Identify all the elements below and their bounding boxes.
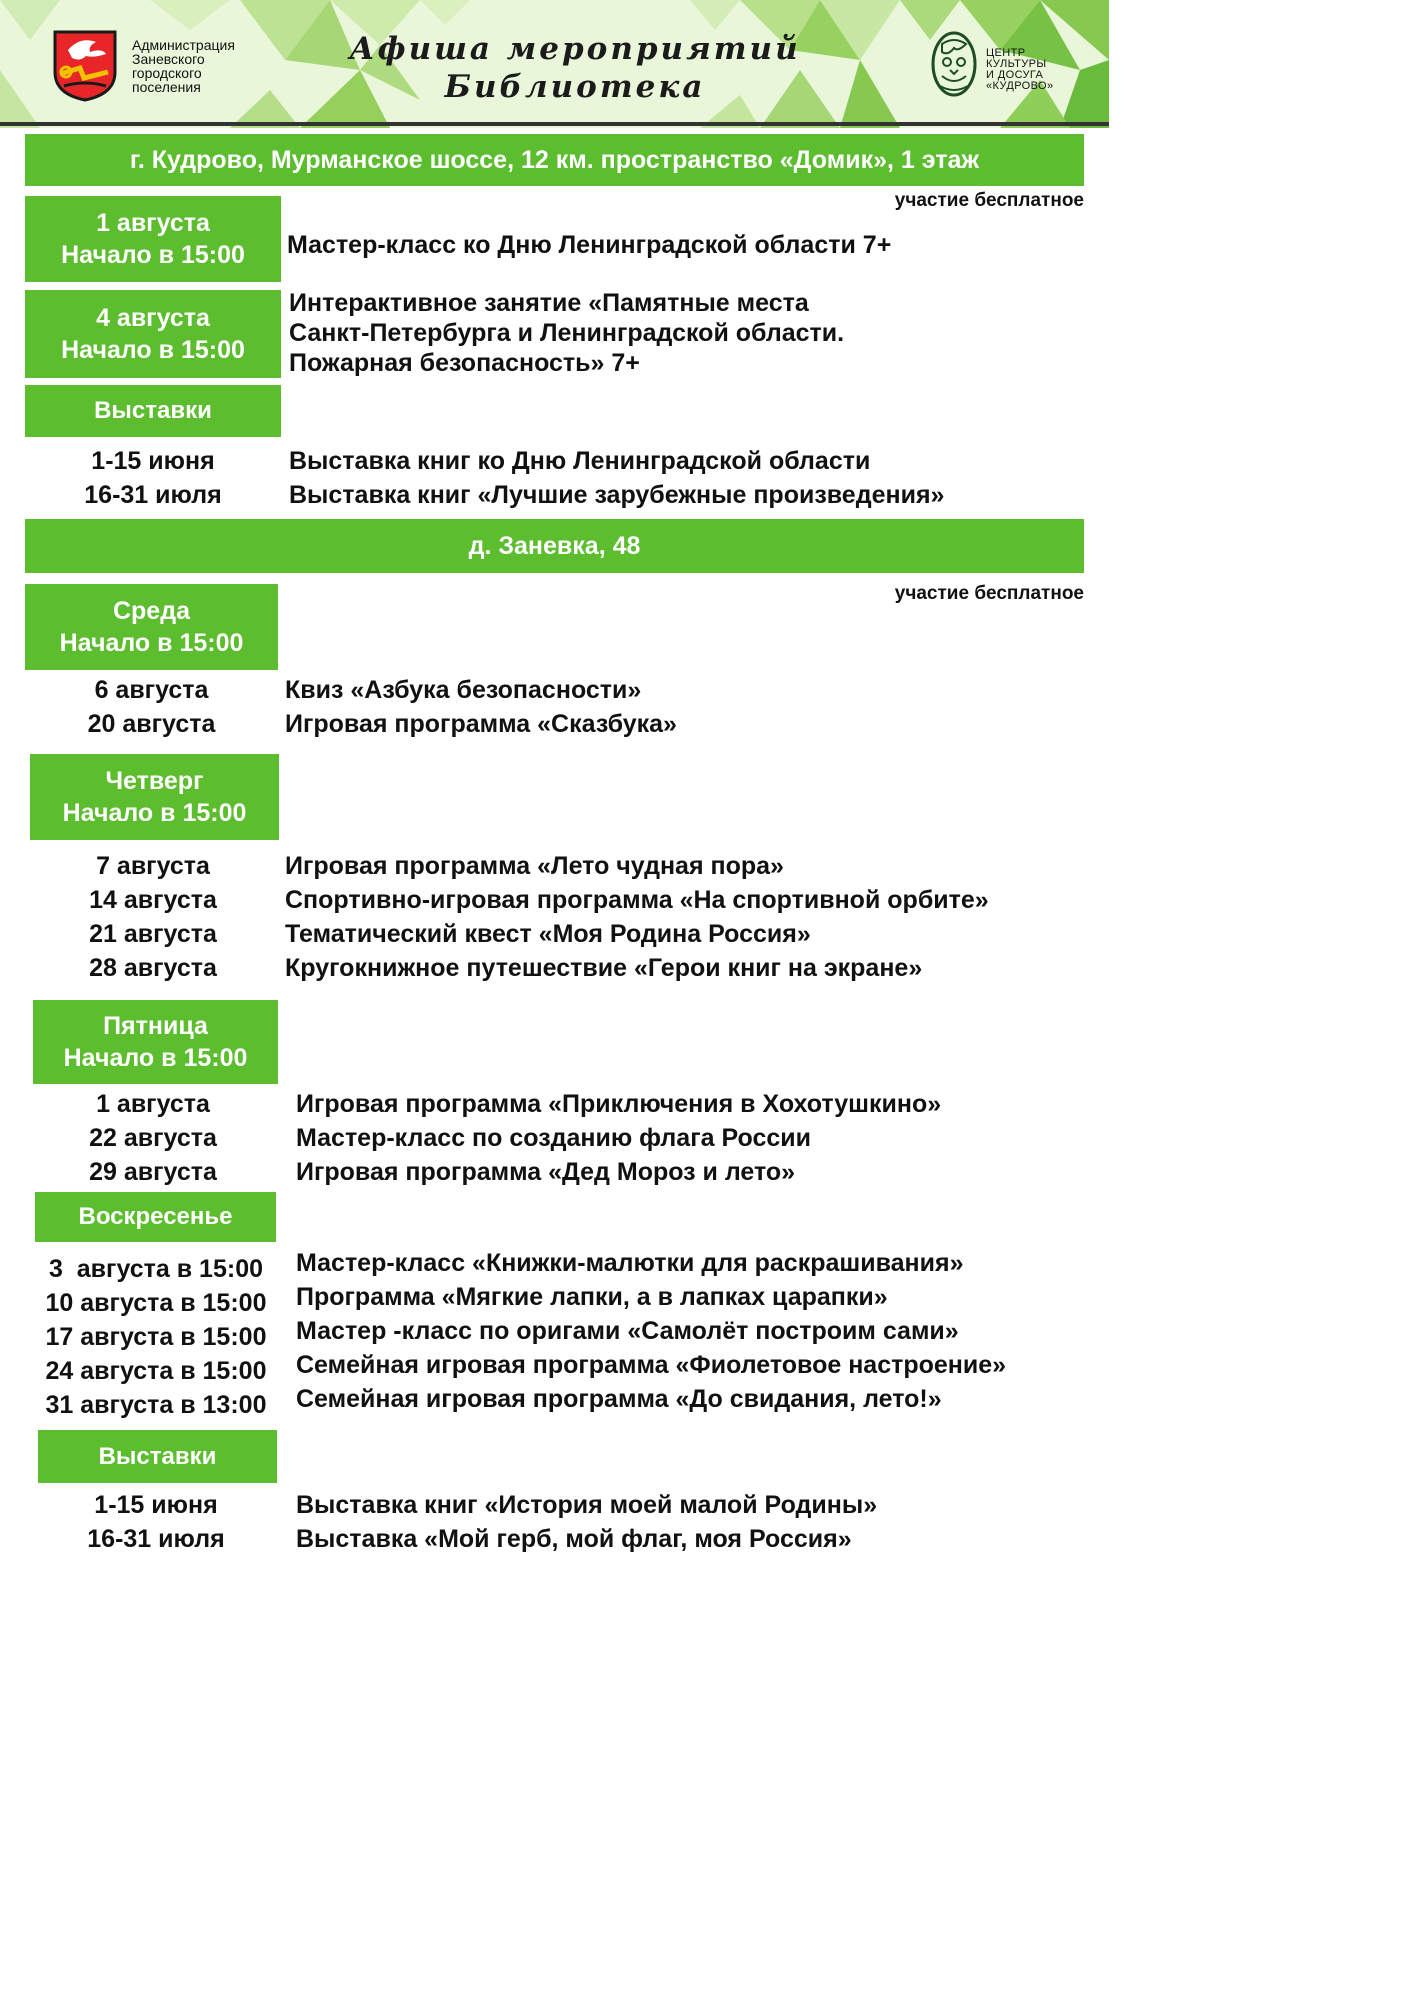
event-title: Спортивно-игровая программа «На спортивной орбите» [285,886,989,914]
weekday-name: Среда [112,597,190,625]
weekday-start-time: Начало в 15:00 [62,799,247,827]
center-line: «КУДРОВО» [986,80,1054,92]
event-title: Семейная игровая программа «Фиолетовое настроение» [296,1351,1007,1379]
title-line-2: Библиотека [444,69,706,105]
admin-line: Администрация [132,37,235,53]
event-date: 4 августа [96,304,210,332]
event-title: Игровая программа «Сказбука» [285,710,677,738]
event-date: 17 августа в 15:00 [45,1323,267,1351]
event-title: Мастер -класс по оригами «Самолёт построим сами» [296,1317,959,1345]
event-date: 28 августа [89,954,217,982]
event-title: Программа «Мягкие лапки, а в лапках царапки» [296,1283,888,1311]
event-date: 6 августа [94,676,209,704]
thursday-dates [25,849,281,985]
weekday-box-sunday [35,1192,276,1242]
event-title: Семейная игровая программа «До свидания, лето!» [296,1385,942,1413]
friday-dates [25,1087,281,1189]
event-date: 1 августа [96,209,210,237]
free-participation-label: участие бесплатное [894,190,1084,211]
wednesday-events [285,673,677,741]
exhibitions-label-box [25,385,281,437]
weekday-start-time: Начало в 15:00 [59,629,244,657]
event-title: Мастер-класс «Книжки-малютки для раскрашивания» [296,1249,964,1277]
event-date: 22 августа [89,1124,217,1152]
location-banner-kudrovo: г. Кудрово, Мурманское шоссе, 12 км. пространство «Домик», 1 этаж [25,134,1084,186]
exhibition-title: Выставка книг «Лучшие зарубежные произведения» [289,481,945,509]
weekday-name: Пятница [103,1012,208,1040]
culture-center-logo [930,30,978,98]
friday-events [296,1087,941,1189]
exhibition-dates [25,1488,287,1556]
thursday-events [285,849,989,985]
event-date: 29 августа [89,1158,217,1186]
page-title [300,30,850,106]
sunday-dates [25,1252,287,1422]
free-participation-label: участие бесплатное [894,583,1084,604]
exhibition-titles [289,444,944,512]
exhibitions-label: Выставки [94,397,212,424]
weekday-box-friday [33,1000,278,1084]
event-date: 14 августа [89,886,217,914]
coat-of-arms-logo [50,28,120,102]
event-title: Мастер-класс по созданию флага России [296,1124,812,1152]
sunday-events [296,1246,1006,1416]
culture-center-name [986,48,1054,92]
event-date: 3 августа в 15:00 [48,1255,263,1283]
event-date: 24 августа в 15:00 [45,1357,267,1385]
exhibition-title: Выставка книг ко Дню Ленинградской области [289,447,871,475]
wednesday-dates [25,673,278,741]
event-title [289,288,844,378]
center-line: КУЛЬТУРЫ [986,58,1047,70]
event-date: 31 августа в 13:00 [45,1391,267,1419]
header-divider [0,122,1109,126]
exhibitions-label-box [38,1430,277,1483]
event-title-line: Пожарная безопасность» 7+ [289,349,640,377]
event-title: Игровая программа «Дед Мороз и лето» [296,1158,796,1186]
exhibition-date: 1-15 июня [94,1491,218,1519]
exhibition-date: 16-31 июля [87,1525,225,1553]
exhibitions-label: Выставки [98,1442,217,1470]
event-title: Игровая программа «Приключения в Хохотушкино» [296,1090,942,1118]
center-line: ЦЕНТР [986,47,1026,59]
event-start-time: Начало в 15:00 [61,336,245,364]
exhibition-dates [25,444,281,512]
event-title-line: Санкт-Петербурга и Ленинградской области. [289,319,845,347]
title-line-1: Афиша мероприятий [349,31,801,67]
event-title: Кругокнижное путешествие «Герои книг на экране» [285,954,923,982]
event-date: 1 августа [96,1090,210,1118]
exhibition-title: Выставка «Мой герб, мой флаг, моя Россия» [296,1525,852,1553]
event-title-line: Интерактивное занятие «Памятные места [289,289,809,317]
exhibition-titles [296,1488,877,1556]
event-start-time: Начало в 15:00 [61,241,245,269]
exhibition-date: 16-31 июля [84,481,222,509]
event-date: 21 августа [89,920,217,948]
event-title: Квиз «Азбука безопасности» [285,676,642,704]
weekday-name: Воскресенье [78,1203,233,1230]
event-title: Игровая программа «Лето чудная пора» [285,852,784,880]
admin-line: поселения [132,79,201,95]
weekday-box-wednesday [25,584,278,670]
page-header [0,0,1109,128]
event-date-box [25,290,281,378]
weekday-name: Четверг [105,767,204,795]
event-date: 7 августа [96,852,210,880]
exhibition-date: 1-15 июня [91,447,215,475]
event-date-box [25,196,281,282]
event-date: 10 августа в 15:00 [45,1289,267,1317]
event-date: 20 августа [87,710,216,738]
weekday-box-thursday [30,754,279,840]
admin-line: городского [132,65,202,81]
admin-line: Заневского [132,51,205,67]
location-banner-zanevka: д. Заневка, 48 [25,519,1084,573]
event-title: Мастер-класс ко Дню Ленинградской области 7+ [287,231,892,259]
center-line: И ДОСУГА [986,69,1044,81]
weekday-start-time: Начало в 15:00 [63,1044,248,1072]
event-title: Тематический квест «Моя Родина Россия» [285,920,811,948]
exhibition-title: Выставка книг «История моей малой Родины» [296,1491,878,1519]
administration-name [132,38,235,94]
